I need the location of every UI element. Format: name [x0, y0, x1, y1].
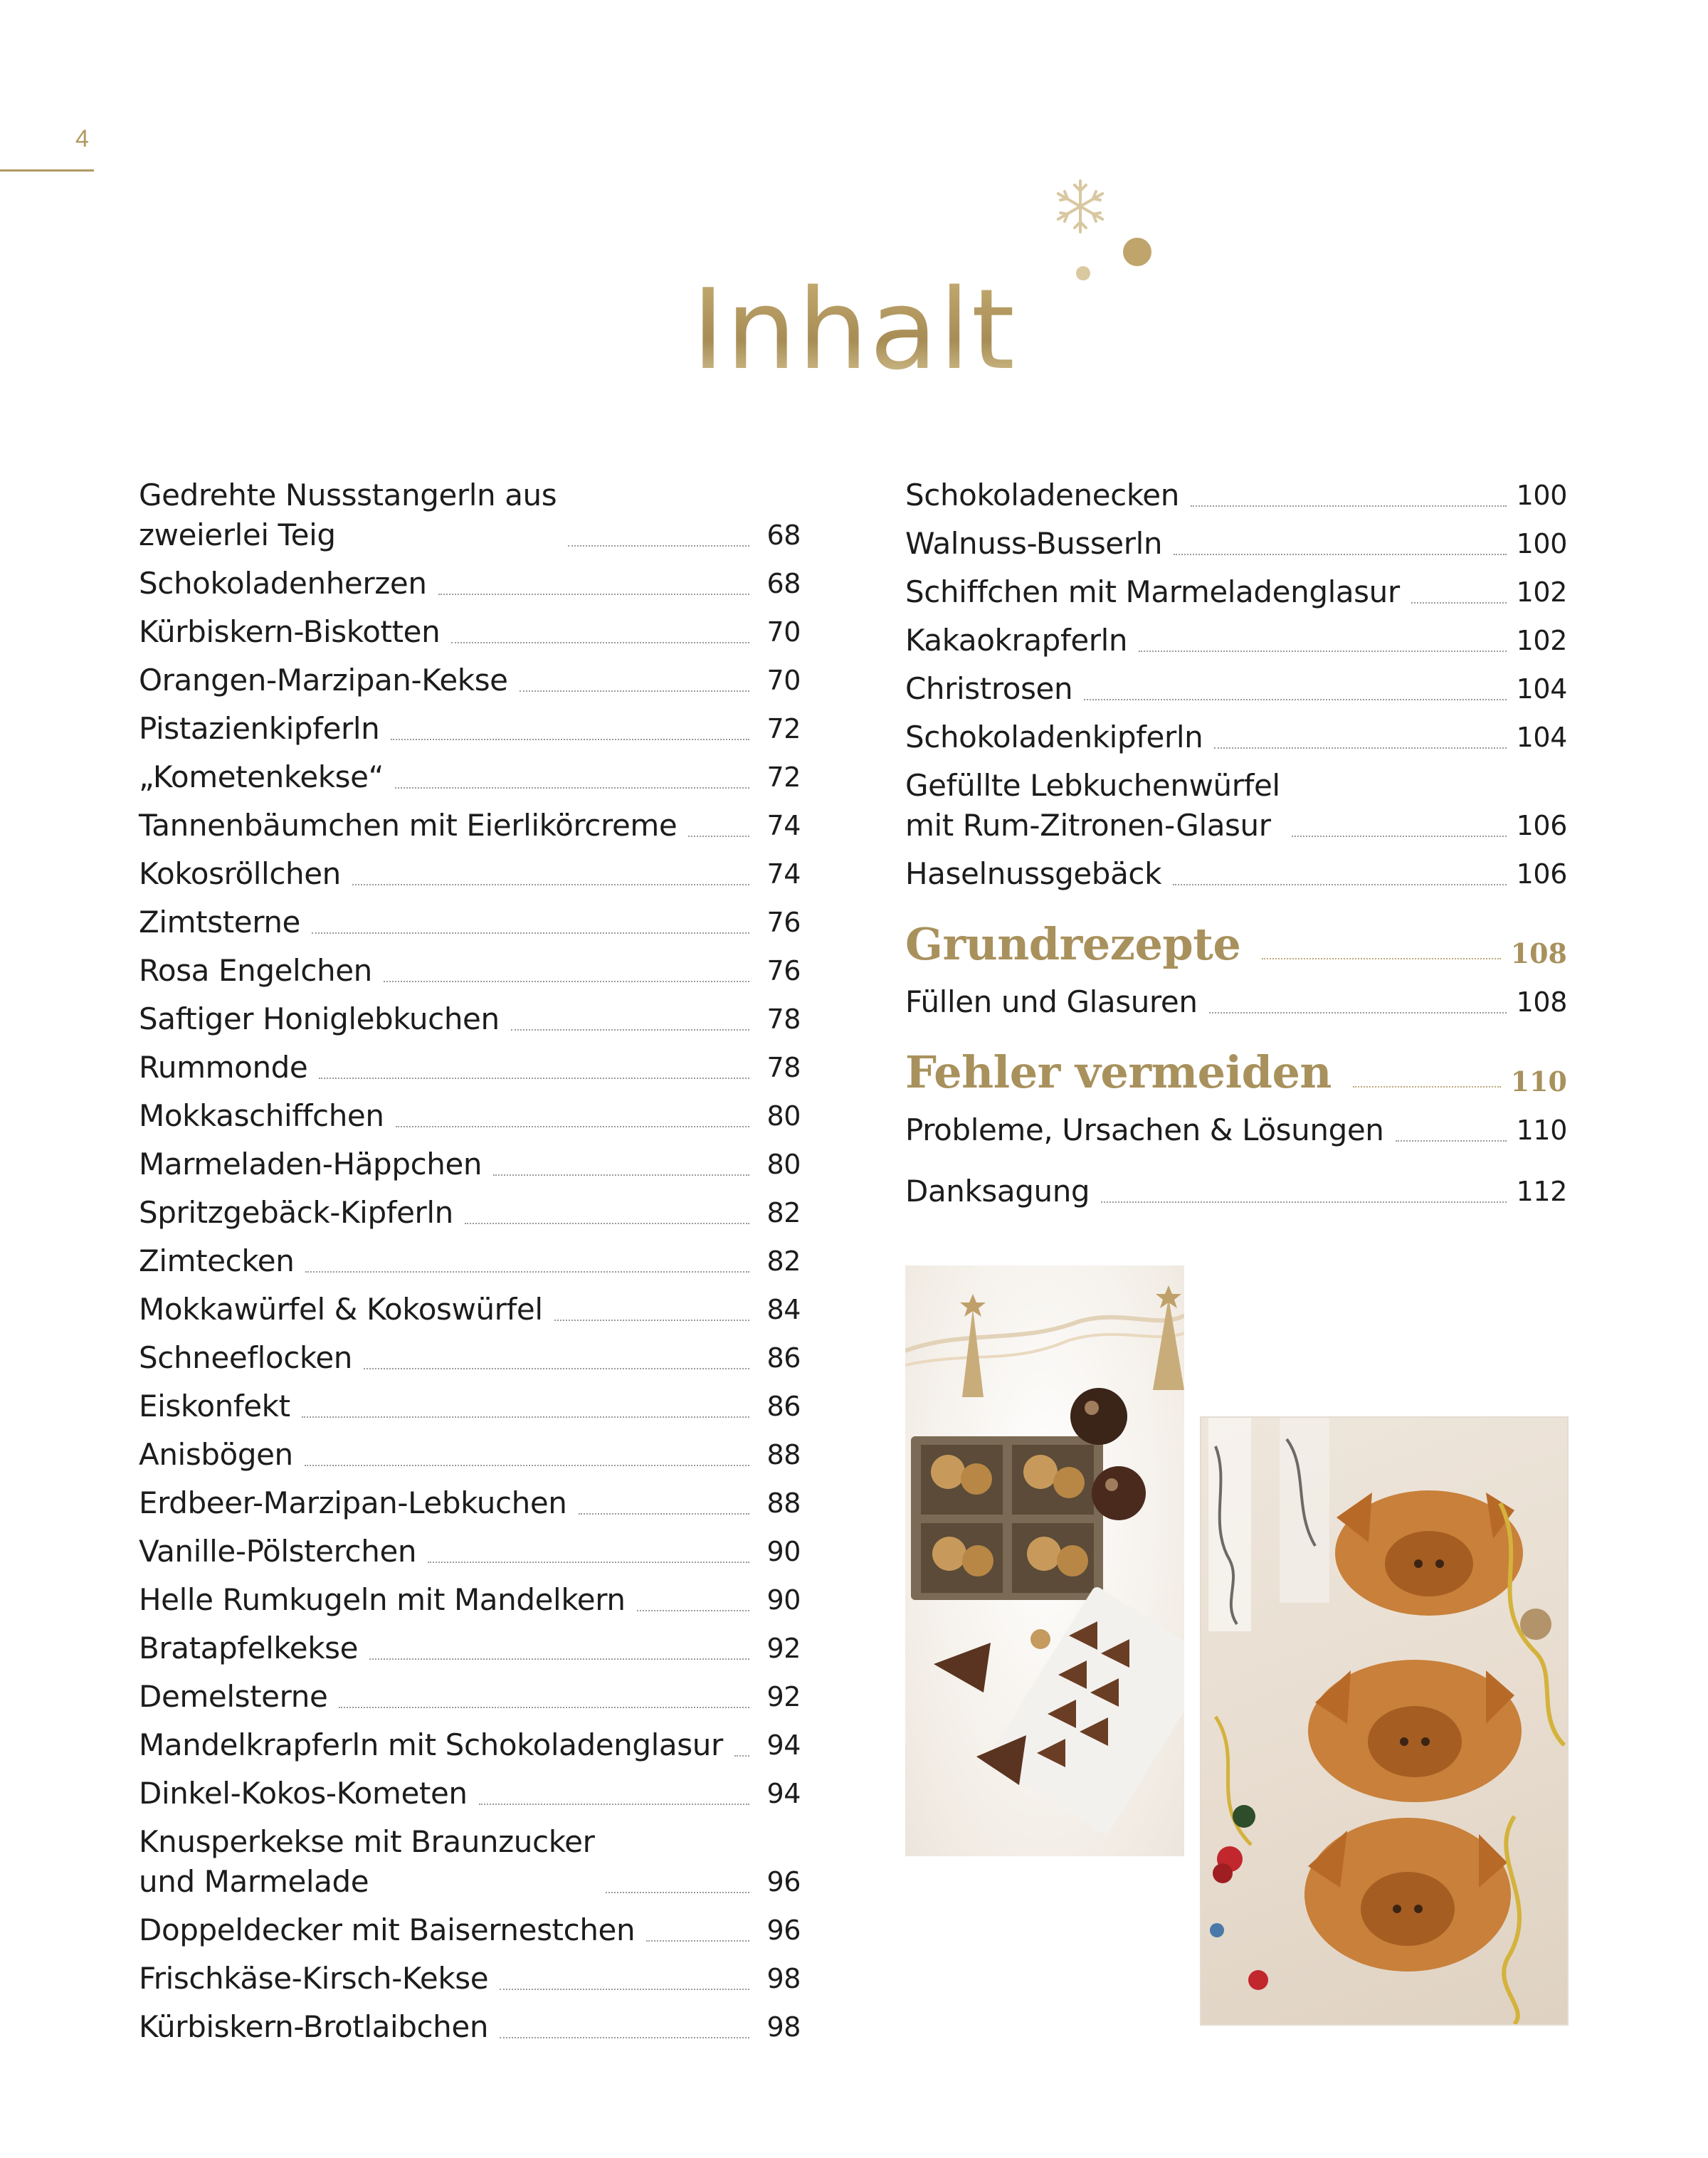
page-number: 4: [75, 125, 89, 152]
entry-title: Christrosen: [905, 671, 1073, 706]
section-heading-fehler-vermeiden[interactable]: [905, 1048, 1567, 1098]
entry-title: Mandelkrapferln mit Schokoladenglasur: [139, 1727, 723, 1762]
leader-dots: [1292, 836, 1507, 837]
leader-dots: [391, 739, 749, 740]
leader-dots: [1191, 505, 1507, 507]
entry-page-number: 90: [766, 1536, 801, 1567]
entry-page-number: 74: [766, 858, 801, 890]
entry-title: Schiffchen mit Marmeladenglasur: [905, 574, 1400, 609]
leader-dots: [451, 642, 749, 643]
entry-title: Zimtsterne: [139, 905, 301, 939]
entry-page-number: 110: [1516, 1115, 1567, 1146]
toc-entry[interactable]: [905, 669, 1567, 709]
entry-page-number: 86: [766, 1391, 801, 1422]
entry-title: Helle Rumkugeln mit Mandelkern: [139, 1582, 626, 1617]
photo-chocolate-cookies-illustration: [905, 1265, 1184, 1856]
entry-page-number: 98: [766, 2011, 801, 2043]
entry-page-number: 80: [766, 1149, 801, 1180]
section-title: Fehler vermeiden: [905, 1046, 1332, 1098]
entry-page-number: 70: [766, 665, 801, 696]
entry-page-number: 106: [1516, 858, 1567, 890]
entry-title: Probleme, Ursachen & Lösungen: [905, 1112, 1384, 1147]
entry-title: Danksagung: [905, 1174, 1090, 1209]
entry-page-number: 80: [766, 1100, 801, 1132]
toc-entry[interactable]: [139, 806, 801, 846]
section-title: Grundrezepte: [905, 918, 1241, 970]
entry-title: Schneeflocken: [139, 1340, 352, 1375]
entry-page-number: 74: [766, 810, 801, 841]
entry-title: Rummonde: [139, 1050, 308, 1085]
leader-dots: [438, 594, 749, 595]
leader-dots: [734, 1755, 749, 1757]
entry-page-number: 112: [1516, 1176, 1567, 1207]
toc-entry[interactable]: [139, 951, 801, 991]
entry-page-number: 98: [766, 1963, 801, 1994]
leader-dots: [1101, 1201, 1506, 1203]
entry-title: Gedrehte Nussstangerln aus zweierlei Teig: [139, 478, 557, 552]
toc-entry[interactable]: [905, 717, 1567, 757]
leader-dots: [396, 1126, 749, 1127]
entry-title: Mokkawürfel & Kokoswürfel: [139, 1292, 543, 1327]
entry-title: Orangen-Marzipan-Kekse: [139, 663, 508, 698]
entry-page-number: 78: [766, 1004, 801, 1035]
toc-entry-danksagung[interactable]: [905, 1172, 1567, 1211]
leader-dots: [511, 1029, 749, 1031]
toc-entry[interactable]: [905, 766, 1567, 846]
toc-entry[interactable]: [139, 1677, 801, 1717]
entry-title: Marmeladen-Häppchen: [139, 1147, 483, 1181]
toc-entry[interactable]: [139, 1048, 801, 1088]
entry-title: Schokoladenherzen: [139, 566, 427, 601]
toc-left-column: [139, 475, 801, 2056]
toc-entry[interactable]: [139, 1241, 801, 1281]
toc-entry[interactable]: [139, 902, 801, 942]
entry-title: Schokoladenkipferln: [905, 720, 1203, 754]
toc-entry[interactable]: [905, 475, 1567, 515]
entry-page-number: 90: [766, 1584, 801, 1616]
entry-page-number: 106: [1516, 810, 1567, 841]
leader-dots: [384, 981, 749, 982]
entry-page-number: 94: [766, 1730, 801, 1761]
leader-dots: [688, 836, 749, 837]
leader-dots: [1173, 884, 1507, 885]
entry-page-number: 108: [1516, 986, 1567, 1018]
toc-entry[interactable]: [139, 757, 801, 797]
toc-entry[interactable]: [139, 854, 801, 894]
leader-dots: [428, 1562, 749, 1563]
entry-title: Kürbiskern-Brotlaibchen: [139, 2009, 489, 2044]
entry-page-number: 96: [766, 1866, 801, 1898]
toc-entry[interactable]: [905, 524, 1567, 564]
leader-dots: [1353, 1086, 1501, 1088]
entry-title: „Kometenkekse“: [139, 759, 384, 794]
entry-page-number: 102: [1516, 577, 1567, 608]
entry-page-number: 72: [766, 762, 801, 793]
entry-page-number: 82: [766, 1197, 801, 1228]
leader-dots: [493, 1174, 749, 1176]
toc-entry[interactable]: [139, 1290, 801, 1330]
entry-title: Bratapfelkekse: [139, 1631, 359, 1665]
toc-entry[interactable]: [139, 1338, 801, 1378]
toc-entry[interactable]: [139, 564, 801, 604]
entry-title: Gefüllte Lebkuchenwürfel mit Rum-Zitronen-Glasur: [905, 768, 1280, 843]
page-title: Inhalt: [0, 274, 1708, 385]
snowflake-icon: [1050, 177, 1110, 236]
entry-page-number: 100: [1516, 480, 1567, 511]
entry-title: Kakaokrapferln: [905, 623, 1128, 658]
leader-dots: [369, 1658, 749, 1660]
leader-dots: [305, 1465, 749, 1466]
toc-entry[interactable]: [139, 1959, 801, 1999]
leader-dots: [312, 932, 749, 934]
photo-chocolate-cookies: [905, 1265, 1184, 1856]
entry-title: Saftiger Honiglebkuchen: [139, 1001, 500, 1036]
leader-dots: [364, 1368, 749, 1369]
toc-entry[interactable]: [139, 1483, 801, 1523]
entry-page-number: 88: [766, 1488, 801, 1519]
entry-title: Mokkaschiffchen: [139, 1098, 384, 1133]
toc-entry[interactable]: [139, 1725, 801, 1765]
toc-entry[interactable]: [139, 999, 801, 1039]
entry-page-number: 70: [766, 616, 801, 648]
toc-entry[interactable]: [139, 1096, 801, 1136]
entry-title: Walnuss-Busserln: [905, 526, 1163, 561]
leader-dots: [500, 2037, 749, 2038]
leader-dots: [395, 787, 749, 789]
leader-dots: [520, 690, 749, 692]
toc-entry[interactable]: [905, 572, 1567, 612]
leader-dots: [1209, 1012, 1507, 1014]
section-heading-grundrezepte[interactable]: [905, 920, 1567, 969]
toc-entry[interactable]: [139, 475, 801, 555]
section-page-number: 108: [1510, 937, 1567, 969]
leader-dots: [1139, 651, 1507, 652]
entry-title: Vanille-Pölsterchen: [139, 1534, 417, 1569]
toc-entry[interactable]: [139, 1774, 801, 1814]
entry-title: Anisbögen: [139, 1437, 293, 1472]
entry-page-number: 96: [766, 1915, 801, 1946]
page-number-rule: [0, 169, 94, 172]
entry-page-number: 68: [766, 520, 801, 551]
leader-dots: [500, 1989, 749, 1990]
entry-title: Zimtecken: [139, 1243, 295, 1278]
toc-entry[interactable]: [139, 1144, 801, 1184]
entry-page-number: 92: [766, 1633, 801, 1664]
leader-dots: [479, 1804, 749, 1805]
toc-entry[interactable]: [139, 1532, 801, 1572]
leader-dots: [352, 884, 749, 885]
toc-entry[interactable]: [905, 1110, 1567, 1150]
toc-entry[interactable]: [139, 1435, 801, 1475]
entry-title: Kürbiskern-Biskotten: [139, 614, 441, 649]
entry-page-number: 88: [766, 1439, 801, 1470]
toc-entry[interactable]: [905, 621, 1567, 660]
toc-right-column: [905, 475, 1567, 1220]
photo-pig-pastries: [1201, 1418, 1567, 2024]
entry-page-number: 82: [766, 1246, 801, 1277]
entry-title: Haselnussgebäck: [905, 856, 1162, 891]
entry-page-number: 84: [766, 1294, 801, 1325]
toc-entry[interactable]: [139, 1580, 801, 1620]
entry-title: Kokosröllchen: [139, 856, 341, 891]
leader-dots: [1174, 554, 1507, 555]
leader-dots: [1084, 699, 1506, 700]
entry-page-number: 102: [1516, 625, 1567, 656]
toc-entry[interactable]: [139, 1822, 801, 1902]
leader-dots: [1411, 602, 1507, 604]
toc-entry[interactable]: [139, 1628, 801, 1668]
toc-grundrezepte-list: [905, 982, 1567, 1022]
leader-dots: [637, 1610, 749, 1611]
entry-title: Erdbeer-Marzipan-Lebkuchen: [139, 1485, 567, 1520]
entry-title: Dinkel-Kokos-Kometen: [139, 1776, 468, 1811]
entry-page-number: 78: [766, 1052, 801, 1083]
entry-page-number: 68: [766, 568, 801, 599]
leader-dots: [646, 1940, 749, 1942]
entry-title: Eiskonfekt: [139, 1389, 290, 1423]
toc-entry[interactable]: [139, 660, 801, 700]
entry-page-number: 92: [766, 1681, 801, 1712]
leader-dots: [302, 1416, 749, 1418]
leader-dots: [1396, 1140, 1507, 1142]
leader-dots: [568, 545, 749, 547]
toc-entry[interactable]: [905, 982, 1567, 1022]
photo-pig-pastries-illustration: [1201, 1418, 1567, 2024]
section-page-number: 110: [1510, 1065, 1567, 1098]
toc-entry[interactable]: [139, 612, 801, 652]
entry-page-number: 94: [766, 1778, 801, 1809]
entry-title: Rosa Engelchen: [139, 953, 372, 988]
leader-dots: [1262, 958, 1500, 959]
leader-dots: [579, 1513, 749, 1515]
toc-right-list: [905, 475, 1567, 894]
toc-entry[interactable]: [905, 854, 1567, 894]
leader-dots: [319, 1078, 749, 1079]
leader-dots: [1214, 747, 1506, 749]
toc-fehler-list: [905, 1110, 1567, 1150]
leader-dots: [339, 1707, 749, 1708]
entry-title: Tannenbäumchen mit Eierlikörcreme: [139, 808, 678, 843]
toc-entry[interactable]: [139, 709, 801, 749]
leader-dots: [606, 1892, 749, 1893]
decor-dot-large: [1123, 238, 1151, 266]
entry-title: Füllen und Glasuren: [905, 984, 1198, 1019]
toc-entry[interactable]: [139, 1386, 801, 1426]
toc-entry[interactable]: [139, 2007, 801, 2047]
leader-dots: [554, 1320, 749, 1321]
entry-title: Knusperkekse mit Braunzucker und Marmelade: [139, 1824, 595, 1899]
toc-entry[interactable]: [139, 1910, 801, 1950]
entry-page-number: 76: [766, 955, 801, 986]
entry-title: Schokoladenecken: [905, 478, 1179, 512]
leader-dots: [465, 1223, 749, 1224]
entry-title: Pistazienkipferln: [139, 711, 380, 746]
entry-page-number: 100: [1516, 528, 1567, 559]
entry-page-number: 86: [766, 1342, 801, 1374]
entry-title: Spritzgebäck-Kipferln: [139, 1195, 453, 1230]
entry-page-number: 76: [766, 907, 801, 938]
toc-entry[interactable]: [139, 1193, 801, 1233]
entry-title: Doppeldecker mit Baisernestchen: [139, 1912, 636, 1947]
entry-title: Frischkäse-Kirsch-Kekse: [139, 1961, 489, 1996]
entry-page-number: 104: [1516, 673, 1567, 705]
leader-dots: [305, 1271, 749, 1273]
entry-page-number: 104: [1516, 722, 1567, 753]
entry-page-number: 72: [766, 713, 801, 744]
entry-title: Demelsterne: [139, 1679, 328, 1714]
